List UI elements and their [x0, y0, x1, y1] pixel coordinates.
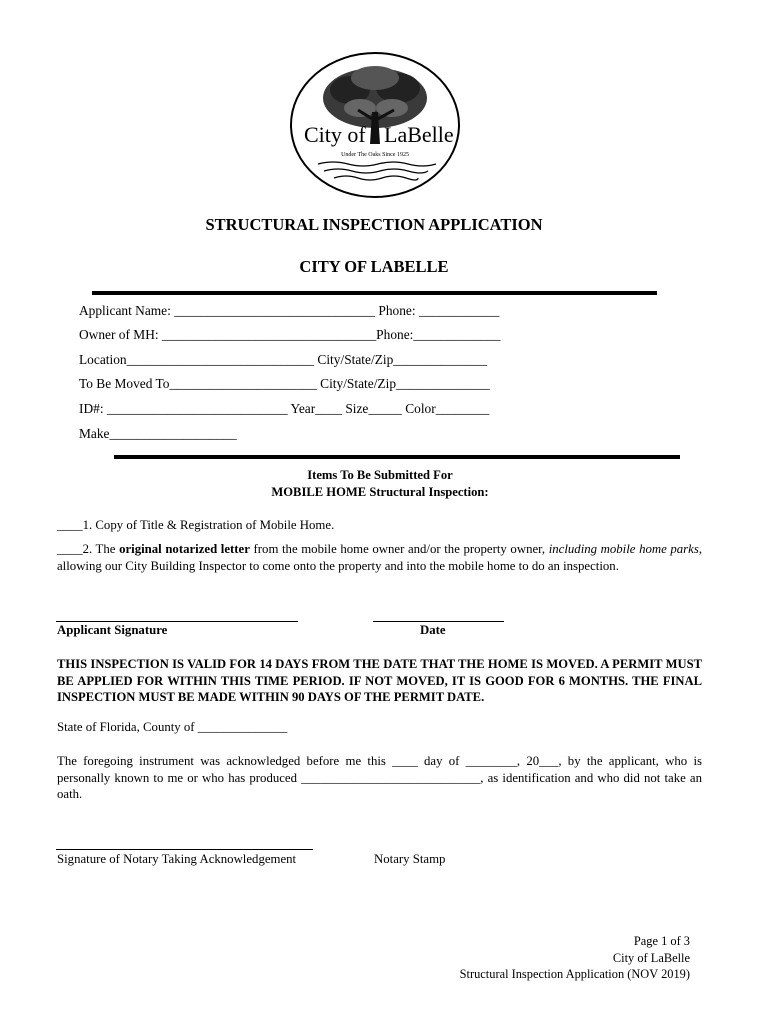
moved-to-field[interactable]: To Be Moved To______________________ City/State/Zip______________ [79, 376, 490, 391]
make-field[interactable]: Make___________________ [79, 426, 237, 441]
notary-stamp-label: Notary Stamp [374, 852, 446, 866]
item-2-bold: original notarized letter [119, 542, 250, 556]
item-2-suffix: , allowing our City Building Inspector to come onto the property and into the mobile home to do an inspection. [57, 542, 703, 573]
footer-doc-title: Structural Inspection Application (NOV 2019) [459, 967, 690, 981]
page-title: STRUCTURAL INSPECTION APPLICATION [205, 215, 543, 234]
items-heading-line1: Items To Be Submitted For [307, 468, 453, 482]
logo-wordmark-left: City of [304, 122, 366, 147]
item-2-mid: from the mobile home owner and/or the property owner, [249, 542, 549, 556]
footer-city: City of LaBelle [612, 950, 690, 965]
item-2-prefix: ____2. The [57, 542, 120, 556]
notary-acknowledgement: The foregoing instrument was acknowledged before me this ____ day of ________, 20___, by the applicant, who is personally known to me or who has produced ____________________________, as identification and who did not take an oath. [57, 754, 702, 801]
logo-wordmark-right: LaBelle [384, 122, 454, 147]
water-lines-icon [318, 162, 436, 180]
validity-warning: THIS INSPECTION IS VALID FOR 14 DAYS FROM THE DATE THAT THE HOME IS MOVED. A PERMIT MUST BE APPLIED FOR WITHIN THIS TIME PERIOD. IF NOT MOVED, IT IS GOOD FOR 6 MONTHS. THE FINAL INSPECTION MUST BE MADE WITHIN 90 DAYS OF THE PERMIT DATE. [57, 657, 702, 704]
item-2-italic: including mobile home parks [548, 542, 699, 556]
owner-field[interactable]: Owner of MH: ________________________________Phone:_____________ [79, 327, 501, 342]
location-field[interactable]: Location____________________________ City/State/Zip______________ [79, 352, 488, 367]
page-subtitle: CITY OF LABELLE [299, 257, 449, 276]
applicant-name-field[interactable]: Applicant Name: ______________________________ Phone: ____________ [79, 303, 500, 318]
notary-signature-line[interactable] [56, 849, 313, 850]
applicant-signature-label: Applicant Signature [57, 623, 168, 637]
applicant-signature-line[interactable] [56, 621, 298, 622]
items-heading-line2: MOBILE HOME Structural Inspection: [271, 485, 489, 499]
logo-motto: Under The Oaks Since 1925 [341, 152, 409, 158]
item-2 [57, 541, 702, 574]
id-field[interactable]: ID#: ___________________________ Year____ Size_____ Color________ [79, 401, 490, 416]
county-field[interactable]: State of Florida, County of ______________ [57, 720, 288, 734]
item-1: ____1. Copy of Title & Registration of Mobile Home. [57, 518, 335, 532]
date-label: Date [420, 623, 446, 637]
city-seal-logo [288, 50, 462, 200]
footer-page-number: Page 1 of 3 [633, 934, 690, 948]
date-line[interactable] [373, 621, 504, 622]
fields-divider [114, 455, 680, 459]
top-divider [92, 291, 657, 295]
page-footer [460, 933, 690, 983]
notary-signature-label: Signature of Notary Taking Acknowledgement [57, 852, 297, 866]
